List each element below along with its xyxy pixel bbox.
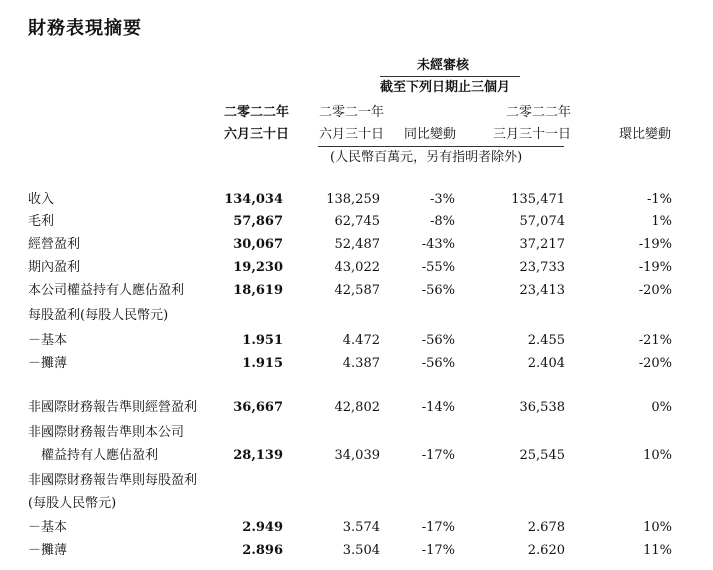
cell-v3: -55% (421, 260, 455, 275)
cell-v2: 42,802 (334, 400, 380, 415)
row-label: 期內盈利 (28, 260, 81, 275)
col3-header-line2: 同比變動 (404, 127, 457, 142)
table-row (0, 540, 713, 562)
row-label: －攤薄 (28, 543, 68, 558)
cell-v5: -19% (638, 260, 672, 275)
table-row (0, 445, 713, 467)
cell-v2: 62,745 (334, 214, 380, 229)
table-row (0, 517, 713, 539)
cell-v2: 3.504 (342, 543, 380, 558)
table-row (0, 211, 713, 233)
cell-v4: 2.404 (527, 356, 565, 371)
row-label: 本公司權益持有人應佔盈利 (28, 283, 185, 298)
cell-v1: 1.951 (242, 333, 283, 348)
cell-v1: 18,619 (233, 283, 283, 298)
cell-v2: 52,487 (334, 237, 380, 252)
cell-v5: -20% (638, 283, 672, 298)
cell-v5: -21% (638, 333, 672, 348)
cell-v3: -56% (421, 283, 455, 298)
row-label: 非國際財務報告準則本公司 (28, 425, 185, 440)
header-rule-top (380, 76, 520, 77)
cell-v1: 1.915 (242, 356, 283, 371)
cell-v3: -17% (421, 520, 455, 535)
cell-v1: 30,067 (233, 237, 283, 252)
cell-v4: 135,471 (511, 192, 565, 207)
header-rule-units (318, 146, 564, 147)
row-label: 每股盈利(每股人民幣元) (28, 308, 169, 323)
cell-v4: 23,733 (519, 260, 565, 275)
page-title: 財務表現摘要 (28, 18, 142, 39)
cell-v2: 34,039 (334, 448, 380, 463)
row-label: －基本 (28, 520, 68, 535)
cell-v4: 2.455 (527, 333, 565, 348)
cell-v3: -43% (421, 237, 455, 252)
cell-v4: 25,545 (519, 448, 565, 463)
cell-v2: 138,259 (326, 192, 380, 207)
cell-v3: -56% (421, 356, 455, 371)
cell-v4: 57,074 (519, 214, 565, 229)
row-label: －基本 (28, 333, 68, 348)
table-row (0, 330, 713, 352)
row-label: 收入 (28, 192, 55, 207)
cell-v2: 4.387 (342, 356, 380, 371)
col4-header-line1: 二零二二年 (506, 105, 572, 120)
cell-v1: 36,667 (233, 400, 283, 415)
cell-v3: -56% (421, 333, 455, 348)
col2-header-line2: 六月三十日 (319, 127, 385, 142)
header-unaudited: 未經審核 (417, 58, 470, 73)
col4-header-line2: 三月三十一日 (493, 127, 572, 142)
cell-v3: -3% (429, 192, 455, 207)
cell-v5: 10% (643, 520, 672, 535)
table-row (0, 305, 713, 327)
row-label: 非國際財務報告準則經營盈利 (28, 400, 198, 415)
table-row (0, 493, 713, 515)
row-label: 權益持有人應佔盈利 (28, 448, 159, 463)
table-row (0, 257, 713, 279)
cell-v5: 0% (651, 400, 672, 415)
row-label: －攤薄 (28, 356, 68, 371)
cell-v5: -19% (638, 237, 672, 252)
table-row (0, 353, 713, 375)
cell-v5: 1% (651, 214, 672, 229)
cell-v5: -20% (638, 356, 672, 371)
row-label: 毛利 (28, 214, 55, 229)
cell-v5: -1% (646, 192, 672, 207)
table-row (0, 234, 713, 256)
cell-v3: -8% (429, 214, 455, 229)
cell-v3: -17% (421, 543, 455, 558)
cell-v1: 57,867 (233, 214, 283, 229)
cell-v1: 19,230 (233, 260, 283, 275)
header-period: 截至下列日期止三個月 (380, 80, 511, 95)
table-row (0, 189, 713, 211)
cell-v3: -17% (421, 448, 455, 463)
cell-v1: 28,139 (233, 448, 283, 463)
cell-v3: -14% (421, 400, 455, 415)
table-row (0, 280, 713, 302)
cell-v4: 36,538 (519, 400, 565, 415)
cell-v1: 134,034 (224, 192, 283, 207)
cell-v4: 23,413 (519, 283, 565, 298)
row-label: 非國際財務報告準則每股盈利 (28, 473, 198, 488)
table-row (0, 397, 713, 419)
cell-v4: 2.620 (527, 543, 565, 558)
col5-header-line2: 環比變動 (619, 127, 672, 142)
cell-v2: 43,022 (334, 260, 380, 275)
cell-v1: 2.949 (242, 520, 283, 535)
cell-v4: 37,217 (519, 237, 565, 252)
cell-v2: 42,587 (334, 283, 380, 298)
cell-v2: 4.472 (342, 333, 380, 348)
units-note: (人民幣百萬元，另有指明者除外) (330, 150, 523, 165)
row-label: 經營盈利 (28, 237, 81, 252)
cell-v4: 2.678 (527, 520, 565, 535)
cell-v1: 2.896 (242, 543, 283, 558)
table-row (0, 422, 713, 444)
table-row (0, 470, 713, 492)
cell-v2: 3.574 (342, 520, 380, 535)
col1-header-line1: 二零二二年 (224, 105, 290, 120)
col1-header-line2: 六月三十日 (224, 127, 290, 142)
cell-v5: 10% (643, 448, 672, 463)
col2-header-line1: 二零二一年 (319, 105, 385, 120)
cell-v5: 11% (643, 543, 672, 558)
row-label: (每股人民幣元) (28, 496, 117, 511)
